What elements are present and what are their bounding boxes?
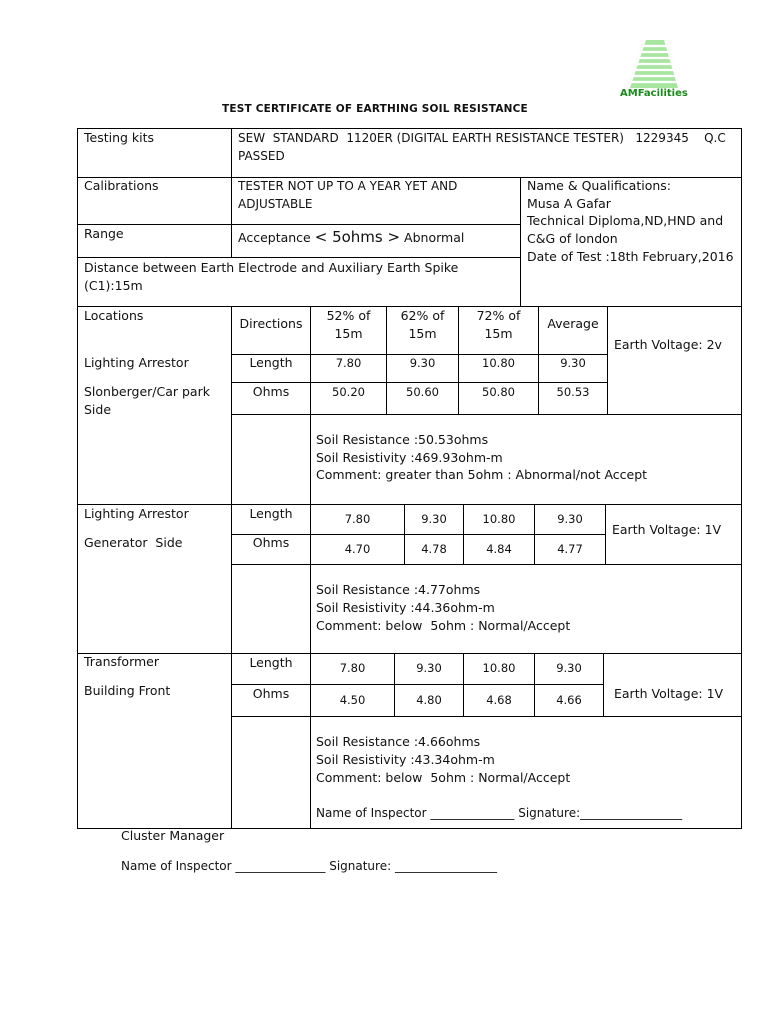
calibrations-value: TESTER NOT UP TO A YEAR YET AND	[238, 179, 458, 193]
inspector-qualification: Technical Diploma,ND,HND and	[527, 213, 724, 228]
comment: Comment: greater than 5ohm : Abnormal/not Accept	[316, 467, 648, 482]
col-62-percent-dist: 15m	[408, 326, 437, 341]
ohms-62: 50.60	[406, 385, 439, 399]
earth-voltage: Earth Voltage: 1V	[612, 522, 722, 537]
ohms-label: Ohms	[252, 686, 290, 701]
distance-label: Distance between Earth Electrode and Auxiliary Earth Spike	[84, 260, 459, 275]
testing-kits-value-cont: PASSED	[238, 149, 285, 163]
length-72: 10.80	[482, 356, 515, 370]
calibrations-value-cont: ADJUSTABLE	[238, 197, 313, 211]
ohms-label: Ohms	[252, 535, 290, 550]
calibrations-label: Calibrations	[84, 178, 159, 193]
col-52-percent: 52% of	[326, 308, 371, 323]
location-name: Transformer	[84, 654, 160, 669]
soil-resistivity: Soil Resistivity :43.34ohm-m	[316, 752, 495, 767]
logo-text: AMFacilities	[620, 88, 688, 99]
length-62: 9.30	[421, 512, 447, 526]
length-average: 9.30	[556, 661, 582, 675]
ohms-72: 50.80	[482, 385, 515, 399]
ohms-72: 4.68	[486, 693, 512, 707]
range-acceptance: Acceptance	[238, 230, 311, 245]
ohms-62: 4.80	[416, 693, 442, 707]
location-name: Lighting Arrestor	[84, 355, 189, 370]
soil-resistance: Soil Resistance :4.77ohms	[316, 582, 481, 597]
length-52: 7.80	[335, 356, 362, 370]
inspector-qualification-cont: C&G of london	[527, 231, 618, 246]
col-72-percent: 72% of	[476, 308, 521, 323]
col-52-percent-dist: 15m	[334, 326, 363, 341]
ohms-52: 50.20	[332, 385, 365, 399]
location-name: Lighting Arrestor	[84, 506, 189, 521]
length-average: 9.30	[557, 512, 583, 526]
length-label: Length	[249, 506, 293, 521]
inspector-signature-line: Name of Inspector ______________ Signature:_________________	[316, 806, 683, 820]
range-threshold: < 5ohms >	[314, 228, 401, 246]
location-detail: Generator Side	[84, 535, 183, 550]
col-62-percent: 62% of	[400, 308, 445, 323]
length-52: 7.80	[344, 512, 371, 526]
soil-resistivity: Soil Resistivity :469.93ohm-m	[316, 450, 503, 465]
range-label: Range	[84, 226, 124, 241]
date-of-test: Date of Test :18th February,2016	[527, 249, 734, 264]
ohms-52: 4.70	[344, 542, 371, 556]
soil-resistivity: Soil Resistivity :44.36ohm-m	[316, 600, 495, 615]
comment: Comment: below 5ohm : Normal/Accept	[316, 618, 571, 633]
range-value	[238, 228, 464, 247]
length-72: 10.80	[482, 661, 516, 675]
location-detail: Slonberger/Car park	[84, 384, 210, 399]
soil-resistance: Soil Resistance :4.66ohms	[316, 734, 481, 749]
length-62: 9.30	[409, 356, 436, 370]
ohms-72: 4.84	[486, 542, 512, 556]
location-detail-cont: Side	[84, 402, 112, 417]
location-detail: Building Front	[84, 683, 171, 698]
length-average: 9.30	[560, 356, 586, 370]
comment: Comment: below 5ohm : Normal/Accept	[316, 770, 571, 785]
col-directions: Directions	[239, 316, 303, 331]
logo-pyramid-icon	[626, 40, 682, 88]
footer-role: Cluster Manager	[121, 828, 225, 843]
footer-inspector-signature-line: Name of Inspector _______________ Signature: _________________	[121, 859, 497, 873]
inspector-name: Musa A Gafar	[527, 196, 611, 211]
testing-kits-value: SEW STANDARD 1120ER (DIGITAL EARTH RESISTANCE TESTER) 1229345 Q.C	[238, 131, 726, 145]
earth-voltage: Earth Voltage: 2v	[614, 337, 722, 352]
ohms-average: 4.66	[556, 693, 582, 707]
ohms-52: 4.50	[339, 693, 366, 707]
qualifications-heading: Name & Qualifications:	[527, 178, 672, 193]
ohms-average: 4.77	[557, 542, 583, 556]
col-locations: Locations	[84, 308, 144, 323]
col-72-percent-dist: 15m	[484, 326, 513, 341]
length-62: 9.30	[416, 661, 442, 675]
length-label: Length	[249, 655, 293, 670]
ohms-label: Ohms	[252, 384, 290, 399]
ohms-average: 50.53	[556, 385, 590, 399]
testing-kits-label: Testing kits	[84, 130, 155, 145]
length-52: 7.80	[339, 661, 366, 675]
page-title: TEST CERTIFICATE OF EARTHING SOIL RESISTANCE	[222, 103, 528, 115]
ohms-62: 4.78	[421, 542, 447, 556]
length-72: 10.80	[482, 512, 516, 526]
col-average: Average	[547, 316, 599, 331]
soil-resistance: Soil Resistance :50.53ohms	[316, 432, 489, 447]
distance-value: (C1):15m	[84, 278, 143, 293]
length-label: Length	[249, 355, 293, 370]
earth-voltage: Earth Voltage: 1V	[614, 686, 724, 701]
range-abnormal: Abnormal	[404, 230, 465, 245]
